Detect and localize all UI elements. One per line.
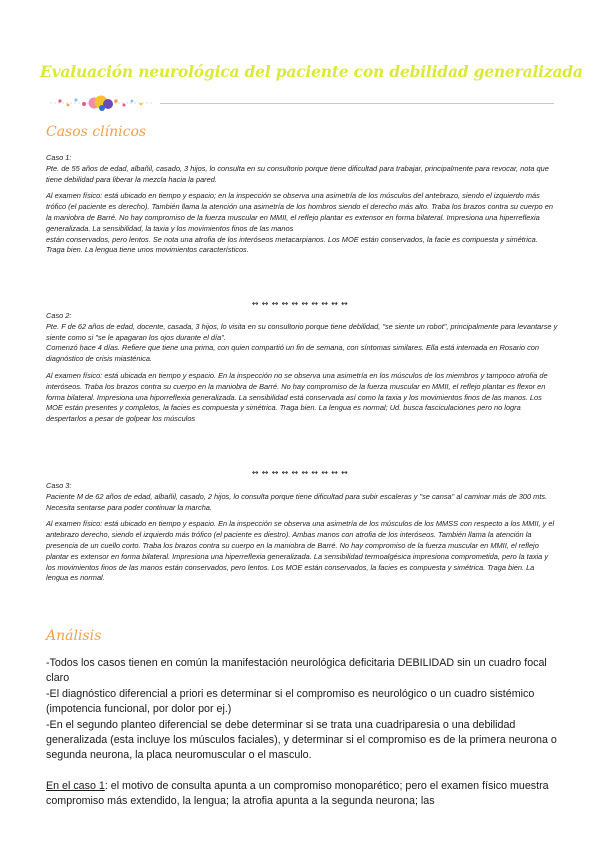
title-divider (160, 103, 554, 104)
section-heading-casos: Casos clínicos (46, 124, 147, 140)
analysis-case-1 (46, 779, 566, 810)
case-2-label: Caso 2: (46, 311, 72, 320)
document-title: Evaluación neurológica del paciente con debilidad generalizada (40, 62, 583, 81)
analysis-body (46, 656, 566, 810)
separator-2: ↭ ↭ ↭ ↭ ↭ ↭ ↭ ↭ ↭ ↭ (251, 468, 349, 477)
case-3-exam: Al examen físico: está ubicado en tiempo y espacio. En la inspección se observa una asimetría de los músculos de los MMSS con respecto a los MMII, y el antebrazo derecho, siendo el izquierdo más trófico (el paciente es diestro). Ambas manos con atrofia de los interóseos. También llama la atención la presencia de un cuello corto. Traba los brazos contra su cuerpo en la maniobra de Barré. No hay compromiso de la fuerza muscular en MMII, el reflejo plantar es extensor en forma bilateral. Impresiona una hiperreflexia generalizada. La sensibilidad termoalgésica impresiona comprometida, pero la taxia y los movimientos finos de las manos están conservados, pero lentos. Los MOE están conservados, la facies es compuesta y simétrica. Traga bien. La lengua es normal. (46, 519, 555, 583)
case-2-history: Comenzó hace 4 días. Refiere que tiene una prima, con quien compartió un fin de semana, con síntomas similares. Ella está internada en Rosario con diagnóstico de crisis miasténica. (46, 343, 539, 364)
analysis-point-3: -En el segundo planteo diferencial se debe determinar si se trata una cuadriparesia o una debilidad generalizada (esta incluye los músculos faciales), y determinar si el compromiso es de la primera neurona o segunda neurona, la placa neuromuscular o el masculo. (46, 718, 557, 762)
floral-ornament-icon (46, 92, 156, 114)
case-1-label: Caso 1: (46, 153, 72, 162)
analysis-point-1: -Todos los casos tienen en común la manifestación neurológica deficitaria DEBILIDAD sin un cuadro focal claro (46, 657, 547, 685)
case-2 (46, 311, 558, 425)
section-heading-analisis: Análisis (46, 628, 102, 644)
case-3 (46, 481, 558, 584)
case-1 (46, 153, 558, 256)
case-2-exam: Al examen físico: está ubicada en tiempo y espacio. En la inspección no se observa una asimetría en los músculos de los miembros y tampoco atrofia de interóseos. Traba los brazos contra su cuerpo en la maniobra de Barré. No hay compromiso de la fuerza muscular en MMII, el reflejo plantar es flexor en forma bilateral. Impresiona una hiporreflexia generalizada. La sensibilidad está conservada así como la taxia y los movimientos finos de las manos. Los MOE están presentes y completos, la facies es compuesta y simétrica. Traga bien. La lengua es normal; Ud. busca fasciculaciones pero no logra despertarlos a pesar de golpear los músculos (46, 370, 548, 424)
case-2-intro: Pte. F de 62 años de edad, docente, casada, 3 hijos, lo visita en su consultorio porque tiene debilidad, "se siente un robot", principalmente para levantarse y siente como si "se le apagaran los ojos durante el día". (46, 321, 558, 342)
case-1-analysis-text: : el motivo de consulta apunta a un compromiso monoparético; pero el examen físico muestra compromiso más extendido, la lengua; la atrofia apunta a la segunda neurona; las (46, 779, 549, 808)
analysis-point-2: -El diagnóstico diferencial a priori es determinar si el compromiso es neurológico o un cuadro sistémico (impotencia funcional, por dolor por ej.) (46, 687, 535, 716)
case-3-label: Caso 3: (46, 481, 72, 490)
case-1-exam: Al examen físico: está ubicado en tiempo y espacio; en la inspección se observa una asimetría de los músculos del antebrazo, siendo el izquierdo más trófico (el paciente es derecho). También llama la atención una asimetría de los hombros siendo el derecho más alto. Traba los brazos contra su cuerpo en la maniobra de Barré. No hay compromiso de la fuerza muscular en MMII, el reflejo plantar es extensor en forma bilateral. Impresiona una hiperreflexia generalizada. La sensibilidad, la taxia y los movimientos finos de las manos (46, 191, 553, 233)
case-3-intro: Paciente M de 62 años de edad, albañil, casado, 2 hijos, lo consulta porque tiene dificultad para subir escaleras y "se cansa" al caminar más de 300 mts. Necesita sentarse para poder continuar la marcha. (46, 491, 548, 512)
case-1-intro: Pte. de 55 años de edad, albañil, casado, 3 hijos, lo consulta en su consultorio porque tiene dificultad para trabajar, principalmente para revocar, nota que tiene debilidad para liberar la mezcla hacia la pared. (46, 163, 549, 184)
case-1-reference: En el caso 1 (46, 779, 105, 792)
separator-1: ↭ ↭ ↭ ↭ ↭ ↭ ↭ ↭ ↭ ↭ (251, 299, 349, 308)
case-1-exam-cont: están conservados, pero lentos. Se nota una atrofia de los interóseos metacarpianos. Los MOE están conservados, la facie es compuesta y simétrica. Traga bien. La lengua tiene unos movimientos característicos. (46, 234, 538, 255)
